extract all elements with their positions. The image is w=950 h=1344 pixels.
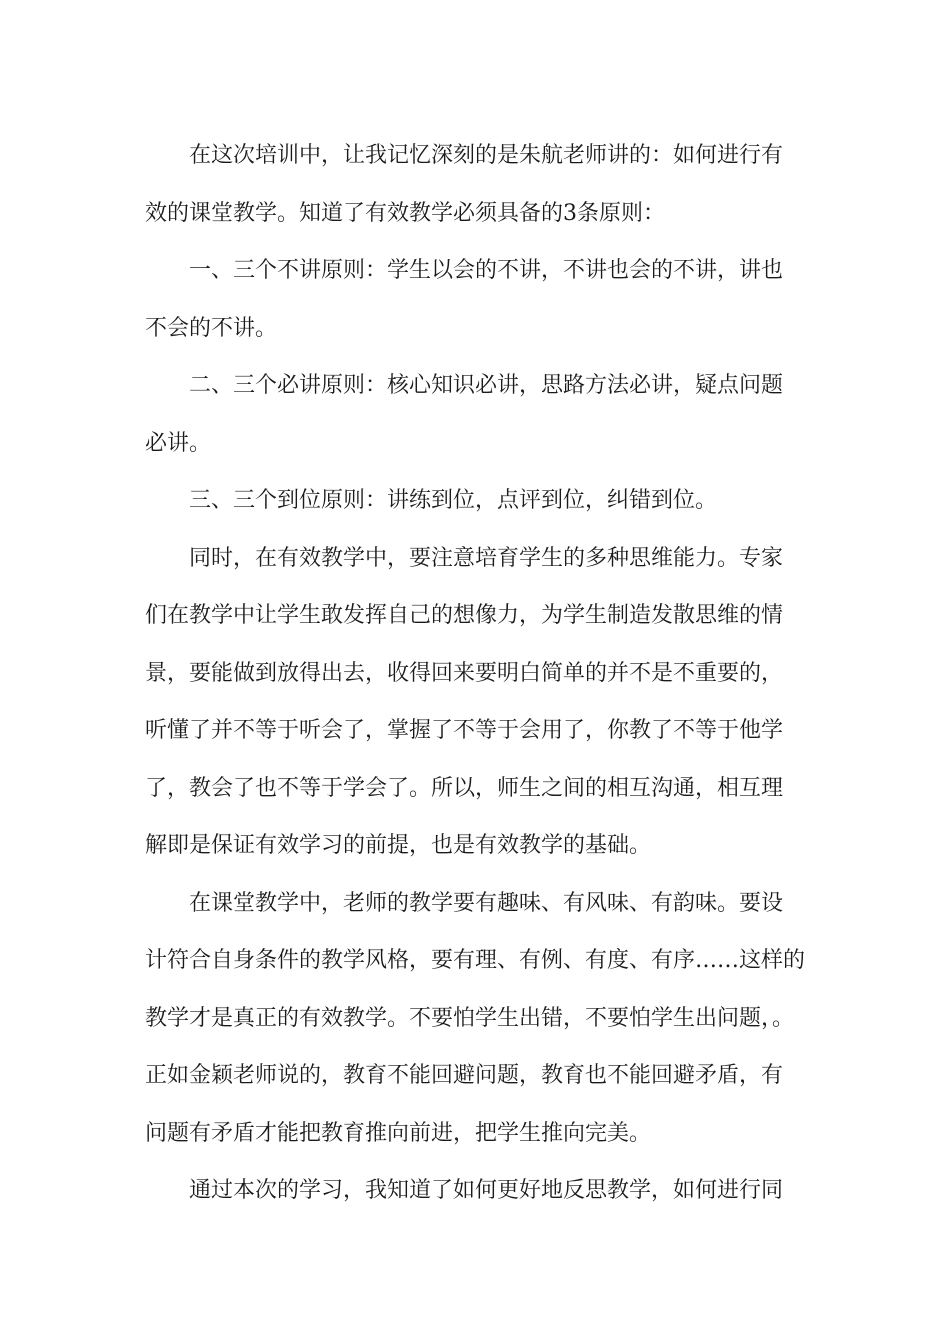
text-line: 教学才是真正的有效教学。不要怕学生出错，不要怕学生出问题，。 xyxy=(145,1005,795,1031)
paragraph-thinking-ability xyxy=(145,530,805,875)
text-line: 计符合自身条件的教学风格，要有理、有例、有度、有序……这样的 xyxy=(145,948,806,973)
text-line: 问题有矛盾才能把教育推向前进，把学生推向完美。 xyxy=(145,1120,652,1146)
text-line: 听懂了并不等于听会了，掌握了不等于会用了，你教了不等于他学 xyxy=(145,718,784,743)
text-line: 景，要能做到放得出去，收得回来要明白简单的并不是不重要的， xyxy=(145,660,784,686)
text-line: 们在教学中让学生敢发挥自己的想像力，为学生制造发散思维的情 xyxy=(145,603,784,628)
text-line: 解即是保证有效学习的前提，也是有效教学的基础。 xyxy=(145,833,652,858)
paragraph-reflection xyxy=(145,1162,805,1220)
text-line: 效的课堂教学。知道了有效教学必须具备的3条原则： xyxy=(145,200,665,226)
paragraph-classroom-style xyxy=(145,875,805,1163)
text-line: 一、三个不讲原则：学生以会的不讲，不讲也会的不讲，讲也 xyxy=(189,258,784,283)
text-line: 在这次培训中，让我记忆深刻的是朱航老师讲的：如何进行有 xyxy=(189,143,784,168)
text-line: 二、三个必讲原则：核心知识必讲，思路方法必讲，疑点问题 xyxy=(189,373,784,398)
text-line: 必讲。 xyxy=(145,430,212,456)
text-line: 不会的不讲。 xyxy=(145,315,278,341)
text-line: 在课堂教学中，老师的教学要有趣味、有风味、有韵味。要设 xyxy=(189,890,784,916)
paragraph-training-intro xyxy=(145,127,805,242)
text-line: 了，教会了也不等于学会了。所以，师生之间的相互沟通，相互理 xyxy=(145,775,784,801)
text-line: 同时，在有效教学中，要注意培育学生的多种思维能力。专家 xyxy=(189,545,784,571)
paragraph-principle-three xyxy=(145,472,805,530)
text-line: 通过本次的学习，我知道了如何更好地反思教学，如何进行同 xyxy=(189,1178,784,1203)
document-body xyxy=(145,127,805,1220)
text-line: 三、三个到位原则：讲练到位，点评到位，纠错到位。 xyxy=(189,488,718,513)
text-line: 正如金颖老师说的，教育不能回避问题，教育也不能回避矛盾，有 xyxy=(145,1063,784,1088)
paragraph-principle-two xyxy=(145,357,805,472)
paragraph-principle-one xyxy=(145,242,805,357)
